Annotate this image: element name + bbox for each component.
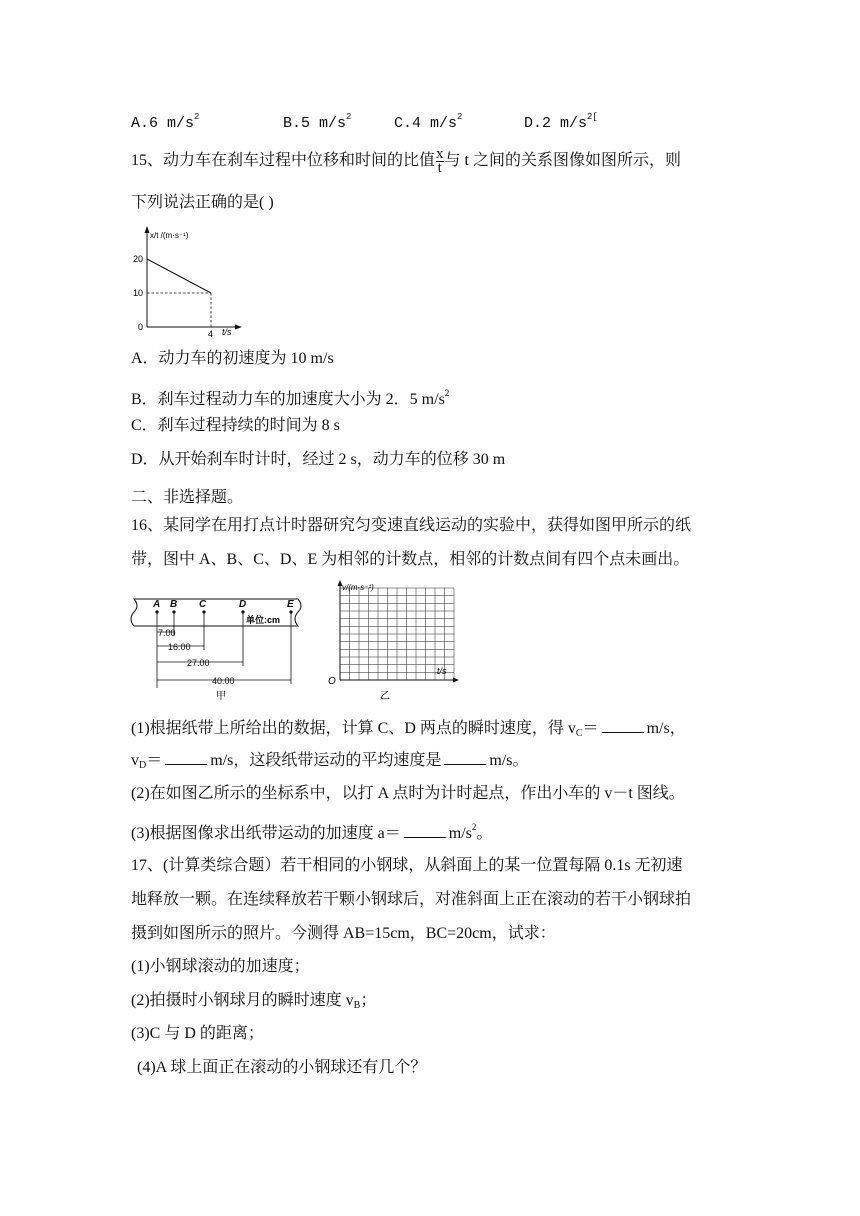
q14-option-b: B.5 $m/s^2$ xyxy=(283,112,352,132)
q15-chart xyxy=(125,224,245,340)
q17-part1: (1)小钢球滚动的加速度； xyxy=(131,958,310,975)
chart-y-tick-label: 10 xyxy=(132,288,143,298)
chart-x-tick-label: 4 xyxy=(208,329,214,339)
q16-part2: (2)在如图乙所示的坐标系中，以打 A 点时为计时起点，作出小车的 v－t 图线。 xyxy=(131,785,685,802)
tape-point-a: A xyxy=(153,599,161,610)
tape-point-e: E xyxy=(287,599,294,610)
q17-part2: (2)拍摄时小钢球月的瞬时速度 $v_B$； xyxy=(131,992,377,1011)
tape-dist-ab: 7.00 xyxy=(158,628,176,638)
chart-y-arrow xyxy=(145,226,150,233)
q17-line3: 摄到如图所示的照片。今测得 AB=15cm，BC=20cm，试求： xyxy=(131,925,556,942)
grid-y-label: v/(m·s⁻¹) xyxy=(342,583,374,592)
answer-blank-accel[interactable] xyxy=(404,823,446,838)
q15-stem-line2: 下列说法正确的是( ) xyxy=(131,194,274,211)
q15-option-c: C．刹车过程持续的时间为 8 s xyxy=(131,417,340,434)
chart-x-label: t/s xyxy=(222,327,232,337)
chart-y-tick-label: 0 xyxy=(137,322,143,332)
q14-option-d: D.2 $m/s^{2[}$ xyxy=(524,112,598,132)
section-heading: 二、非选择题。 xyxy=(131,489,244,506)
tape-point-d: D xyxy=(239,599,247,610)
answer-blank-vc[interactable] xyxy=(602,718,644,733)
q16-part1-line2: $v_D= m/s$，这段纸带运动的平均速度是 m/s。 xyxy=(131,752,529,771)
grid-x-arrow xyxy=(453,678,459,683)
tape-dist-ac: 16.00 xyxy=(168,642,191,652)
tape-dist-ae: 40.00 xyxy=(212,676,235,686)
q15-option-a: A．动力车的初速度为 10 m/s xyxy=(131,350,334,367)
chart-x-arrow xyxy=(235,325,242,330)
q16-part1-line1: (1)根据纸带上所给出的数据，计算 C、D 两点的瞬时速度，得 $v_C= m/s$， xyxy=(131,720,686,739)
q16-stem-line2: 带，图中 A、B、C、D、E 为相邻的计数点，相邻的计数点间有四个点未画出。 xyxy=(131,551,690,568)
q16-stem-line1: 16、某同学在用打点计时器研究匀变速直线运动的实验中，获得如图甲所示的纸 xyxy=(131,517,692,534)
tape-point-c: C xyxy=(199,599,207,610)
tape-dist-ad: 27.00 xyxy=(187,658,210,668)
tape-point-b: B xyxy=(170,599,178,610)
q17-line1: 17、(计算类综合题）若干相同的小钢球，从斜面上的某一位置每隔 0.1s 无初速 xyxy=(131,857,683,874)
grid-origin-label: O xyxy=(328,676,336,687)
answer-blank-avg-v[interactable] xyxy=(444,750,486,765)
q16-part3: (3)根据图像求出纸带运动的加速度 $a= m/s^2$。 xyxy=(131,822,493,842)
chart-y-label: x/t /(m·s⁻¹) xyxy=(150,231,189,240)
q17-line2: 地释放一颗。在连续释放若干颗小钢球后，对准斜面上正在滚动的若干小钢球拍 xyxy=(131,891,692,908)
fig-a-caption: 甲 xyxy=(216,691,226,702)
q15-option-d: D．从开始刹车时计时，经过 2 s，动力车的位移 30 m xyxy=(131,451,506,468)
q14-option-c: C.4 $m/s^2$ xyxy=(394,112,463,132)
grid-x-label: t/s xyxy=(437,666,447,676)
answer-blank-vd[interactable] xyxy=(165,750,207,765)
x-over-t-fraction: $\frac{x}{t}$ xyxy=(436,146,444,176)
q15-stem-line1: 15、动力车在刹车过程中位移和时间的比值 $\frac{x}{t}$ 与 t 之间的关系图像如图所示，则 xyxy=(131,146,681,176)
vt-grid-figure xyxy=(324,578,464,704)
q15-option-b: B．刹车过程动力车的加速度大小为 2．5 $m/s^2$ xyxy=(131,388,450,408)
chart-y-tick-label: 20 xyxy=(132,254,143,264)
fig-b-caption: 乙 xyxy=(380,691,390,702)
tape-unit-label: 单位:cm xyxy=(246,615,281,625)
q17-part4: (4)A 球上面正在滚动的小钢球还有几个？ xyxy=(137,1059,427,1076)
chart-series-line xyxy=(147,259,211,293)
q14-option-a: A.6 $m/s^2$ xyxy=(131,112,200,132)
q17-part3: (3)C 与 D 的距离； xyxy=(131,1025,264,1042)
paper-tape-figure xyxy=(126,592,316,704)
